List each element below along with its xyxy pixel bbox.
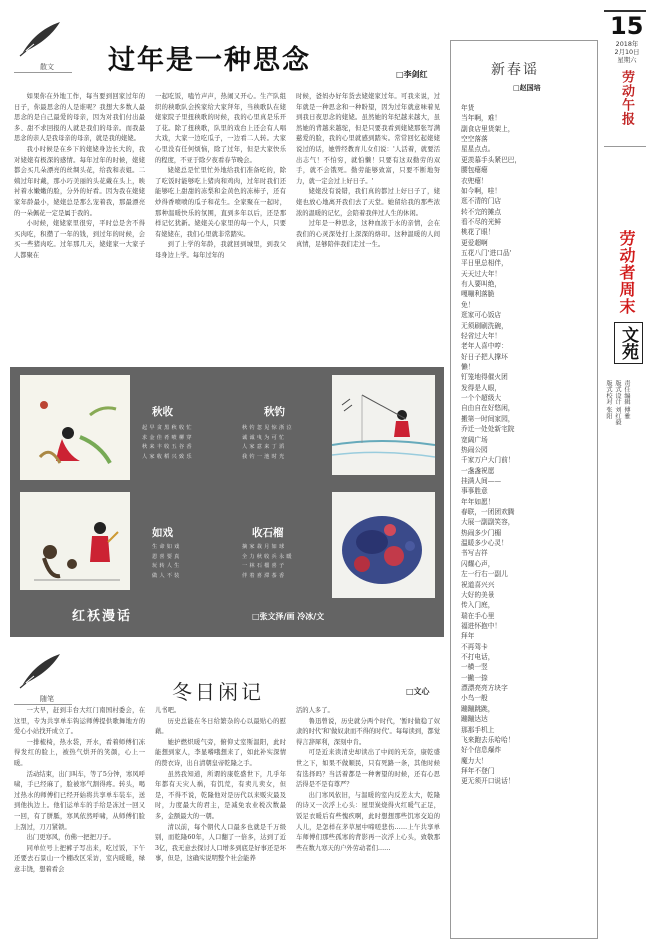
poem-line: 懒！ [461, 362, 475, 371]
panel3-title: 如戏 [152, 527, 173, 539]
quill-pen-icon [16, 18, 64, 58]
poem-line: 老年人喜中哼： [461, 342, 508, 351]
article2-col3: 活的人多了。 鲁迅曾说，历史就分两个时代，'暂时做稳了奴隶的时代'和'做奴隶而不得的时代'。每每读到，都觉得言辞犀利，深刻中肯。 可是近来读清史却读出了中间的无奈，康乾盛世之下，如果不做顺民，只有死路一条，其他时候有选择吗？当活着都是一种奢望的时候，还有心思活得是不是有尊严？ 出门寒风依旧，与温暖的室内反差太大，乾隆的诗又一次浮上心头：屋里炭烧得火红暖气正足，饭足衣暖后有些愧疚啊，此时想想那些饥寒交迫的人儿，是怎样在茅草屋中啼嗟悲伤……上午共享单车师傅们那些孤寒的背影再一次浮上心头，致敬那些在数九寒天的户外劳动者们…… [296, 707, 440, 852]
poem-line: 事事胜意 [461, 487, 488, 496]
poem-line: 书写吉祥 [461, 549, 488, 558]
poem-line: 年年如愿！ [461, 497, 495, 506]
poem-line: 小鸟一般 [461, 694, 488, 703]
section-sub: 文苑 [614, 322, 643, 364]
poem-line: 一盏盏祝愿 [461, 466, 495, 475]
art-banner: 红袄漫话 [72, 609, 133, 624]
article2-kicker: 随笔 [40, 695, 54, 703]
poem-line: 当年啊，难！ [461, 114, 502, 123]
article1-col1: 如果你在外地工作，每当要到回家过年的日子，你最思念的人是谁呢？我想大多数人最思念的是自己最爱的母亲，因为对我们付出最多、甜不求回报的人就是我们的母亲。而我最思念的亲人是我母亲的母亲，就是我的姥姥。 我小时候是在乡下的姥姥身边长大的，我对姥姥有极深的感情。每年过年的时候，姥姥都会买几朵漂亮的丝绸头花，给我和表姐。二姨过年时戴，那小巧美丽的头花戴在头上，映衬着水嫩嫩的脸，分外的好看。因为我在姥姥家年龄最小，姥姥总是那么宠着我，那最漂亮的一朵佩花一定是属于我的。 小时候，姥姥家里很穷，平时总是舍不得买肉吃，积攒了一年的钱，到过年的时候，会买一些猪肉吃。过年那几天，姥姥家一大家子人都聚在 [14, 93, 145, 259]
poem-line: 不再驾卡 [461, 642, 488, 651]
page-number: 15 [610, 12, 644, 40]
poem-line: 拜年不登门 [461, 767, 495, 775]
poem-body [461, 103, 591, 787]
poem-line: 拜年 [461, 632, 475, 641]
poem-line: 五花八门'进口品' [461, 249, 512, 258]
poem-line: 热闹多少门楣 [461, 528, 502, 537]
poem-line: 如今啊，哇！ [461, 186, 502, 195]
poem-line: 更爱超啊 [461, 238, 488, 247]
article2-col1: 一大早，赶到丰台大红门南国村委会，在这里，专为共享单车钩运师傅提供歌舞地方的爱心小站找开成立了。 一排梳椅，热水袋，开水，看着师傅们冻得发红的脸上，被热气烘开的笑颜，心上一暖。 活动结束，出门叫车，等了5分钟，寒风呼啸，手已经麻了，脸被寒气割得疼。转头，喝过热水的师傅们已经开始将共享单车装车，送到他执边上。他们运单车的手给是冻过一回又一回，有了胼胝，寒风依然呼啸，从师傅们脸上刮过，刀刀紧锁。 出门更寒风，仿佛一把把刀子。 同单位号上把裤子写出来，吃过饭，下午还要去石景山一个棚改区采访，室内暖暖，绿意丰饶，想着看会 [14, 707, 145, 873]
article1-kicker: 散文 [40, 63, 54, 71]
poem-line: 副食店里货架上， [461, 124, 515, 133]
poem-line: 平日里总相伴， [461, 259, 508, 268]
article1-author: □李剑红 [396, 69, 428, 79]
poem-line: 转不完的摊点 [461, 207, 502, 216]
article2-author: □文心 [406, 686, 430, 696]
poem-line: 乔迁一处处新宅院 [461, 425, 515, 434]
painting-pomegranate [332, 492, 435, 598]
panel1-title: 秋收 [152, 406, 173, 418]
poem-line: 腰包瘪瘪 [461, 166, 488, 175]
poem-box [450, 40, 598, 939]
poem-line: 更无须开口说话！ [461, 777, 515, 786]
poem-line: 大展一副副笑容， [461, 518, 515, 527]
poem-line: 无须刷刷洗碗， [461, 321, 508, 330]
poem-line: 嘎嘣利落脆 [461, 290, 495, 299]
poem-line: 桃花了眼！ [461, 228, 495, 237]
poem-line: 自由自在好悠闲， [461, 404, 515, 413]
poem-line: 大好的美景 [461, 590, 495, 599]
poem-line: 热闹公园 [461, 445, 488, 454]
poem-line: 轻省过大年！ [461, 331, 502, 340]
poem-author: □赵国培 [513, 83, 541, 92]
poem-line: 星星点点。 [461, 145, 495, 154]
poem-line: 一横一竖 [461, 663, 488, 672]
quill-pen-icon-2 [16, 650, 64, 690]
poem-line: 闪耀心声， [461, 559, 495, 568]
poem-line: 传入门庭， [461, 601, 495, 610]
poem-line: 发得是人眼， [461, 383, 502, 392]
poem-line: 春联，一团团欢腾 [461, 508, 515, 517]
issue-date: 2018年 2月10日 星期六 [614, 40, 640, 64]
poem-line: 更羡慕手头紧巴巴， [461, 155, 522, 164]
poem-line: 漂漂亮亮方块字 [461, 684, 508, 693]
art-panel [10, 367, 444, 637]
poem-line: 祝道喜兴兴 [461, 580, 495, 589]
poem-line: 一个个超级大 [461, 394, 502, 403]
painting-harvest [20, 375, 130, 480]
poem-line: 逛家可心饭店 [461, 311, 502, 320]
poem-line: 宽阔广场 [461, 435, 488, 444]
panel1-verse: 起早贪黑秋收忙 求金佳肴喷柳穿 秋来丰收五谷香 人家收稻兴致乐 [142, 425, 194, 460]
poem-line: 免！ [461, 300, 475, 309]
painting-monkey-show [20, 492, 130, 590]
poem-line: 好日子把人撑坏 [461, 352, 508, 361]
poem-line: 年货 [461, 104, 475, 112]
article1-col3: 时候，爸妈办好年货去姥姥家过年。可我来说，过年就是一种思念和一种盼望，因为过年就意味着见到我日夜思念的姥姥。虽然她的年纪越来越大，虽然她的背越来越驼，但是只要我看到姥姥那张写满慈爱的脸，我的心里就感到踏实。常常回忆起姥姥说过的话，她曾经教育儿女们说：'人活着，就要活出志气！不怕穷，就怕懒！只要有这双勤劳的双手，就不会饿死。勤劳能够致富，只要不断地努力，就一定会过上好日子。' 姥姥没有说错，我们真的都过上好日子了，姥姥也放心地离开我们去了天堂。她留给我的那些浓浓的温暖的记忆，会陪着我伴过人生的休闲。 过年是一种思念，这种血浓于水的亲情，会在我们的心灵深处打上深深的烙印。这种温暖的人间真情，足够陪伴我们走过一生。 [296, 93, 440, 249]
poem-line: 天天过大年！ [461, 269, 502, 278]
poem-line: 那那手机上 [461, 725, 495, 734]
poem-line: 一撇一捺 [461, 673, 488, 682]
poem-line: 福进怀抱中！ [461, 621, 502, 630]
article1-col2: 一起吃饭，嗑竹声声，热闹又开心。生产队组织的秧歌队会挨家给大家拜年，当秧歌队在姥姥家院子里扭秧歌的时候，我的心里真是乐开了花。除了扭秧歌，队里的戏台上还会有人唱大戏，大家一边吃瓜子，一边看二人转。大家心里没有任何烦恼，除了过年，但是大家快乐的程度，不亚于除夕夜看春节晚会。 姥姥总是忙里忙外地给我们准备吃的，除了吃饭时能够吃上猪肉和鸡肉，过年时我们还能够吃上甜甜的冻梨和金黄色的冻柿子，还有炒得香喷喷的瓜子和花生。全家聚在一起时，那种温暖快乐的氛围，直到多年以后，还是那样记忆犹新。姥姥关心家里的每一个人，只要有姥姥在，我们心里就非常踏实。 到了上学的年龄，我就回到城里，到我父母身边上学。每年过年的 [155, 93, 286, 259]
poem-line: 好个信息爆炸 [461, 746, 502, 755]
poem-line: 温暖多少心灵！ [461, 539, 508, 548]
poem-line: 看不尽的光鲜 [461, 217, 502, 226]
poem-title: 新春谣 [491, 62, 539, 78]
poem-line: 衣兜瘪！ [461, 176, 488, 185]
poem-line: 千家万户大门前！ [461, 456, 515, 465]
poem-line: 挂满人间—— [461, 476, 502, 485]
poem-line: 蹦蹦达达 [461, 715, 488, 724]
panel3-verse: 生命如戏 恩喜要真 玩转人生 做人不装 [152, 544, 182, 579]
poem-line: 有人要叫绝， [461, 280, 502, 289]
panel2-title: 秋钓 [264, 406, 285, 418]
panel2-verse: 秋钓忽见惊浙泣 诚诚曳为可忙 人家意来丁滔 我钓一池时光 [242, 425, 294, 460]
brand-logo: 劳动午报 [619, 70, 634, 126]
poem-line: 逛不清的门店 [461, 197, 502, 206]
poem-line: 蹦蹦跳跳， [461, 704, 495, 713]
poem-line: 空空落落 [461, 135, 488, 144]
panel4-verse: 摘家栽月如球 全力秋收兵永暖 一林石榴喜子 伴着喜滞茶香 [242, 544, 294, 579]
editor-credits: 责任编辑 傅雅 版式设计 刘红毅 版式校对 张阳 [605, 380, 630, 426]
art-credit: □张文泽/画 冷冰/文 [252, 611, 325, 621]
article2-title: 冬日闲记 [172, 680, 264, 704]
poem-line: 魔力大！ [461, 756, 488, 765]
poem-line: 不打电话， [461, 653, 495, 662]
article2-col2: 儿书吧。 历史总能在冬日给繁杂的心以最贴心的慰藉。 她护燃炽暖气旁，俯仰丈室斯温阳，此时能想到家人，李显嗜哦想来了，如此补实深情的赘衣诗，出自清朝皇帝乾隆之手。 虽然我知道，所谓的康乾盛世下，几乎年年都有天灾人祸，有饥荒，有卖儿卖女，但是，不得不说，乾隆他对是历代以来贩灾最及时，力度最大的君主，是减免农业税次数最多，金额最大的一朝。 清以前，每个朝代人口最多也就是千万级别，而乾隆60年，人口翻了一倍多，达到了近3亿，我无意去探讨人口增多到底是好事还是坏事，但是，这确实说明整个社会能养 [155, 707, 286, 863]
poem-line: 搬第一时间家园， [461, 414, 515, 423]
poem-line: 飞来跑去乐哈哈！ [461, 735, 515, 744]
poem-line: 瑞在手心里 [461, 611, 495, 620]
section-name: 劳动者周末 [617, 230, 636, 315]
poem-line: 左一行右一副儿 [461, 570, 508, 579]
article1-title: 过年是一种思念 [108, 45, 311, 76]
panel4-title: 收石榴 [252, 527, 284, 539]
painting-fishing [332, 375, 435, 475]
poem-line: 钉笼地得催火团 [461, 373, 508, 382]
